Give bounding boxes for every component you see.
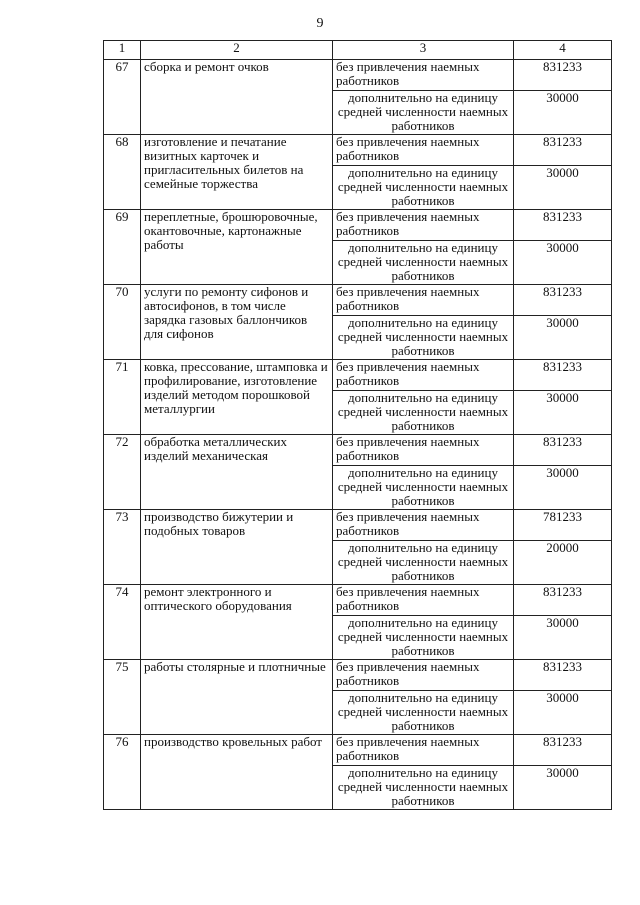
condition-without-employees: без привлечения наемных работников — [333, 735, 514, 766]
condition-without-employees: без привлечения наемных работников — [333, 435, 514, 466]
condition-without-employees: без привлечения наемных работников — [333, 285, 514, 316]
condition-per-employee: дополнительно на единицу средней численности наемных работников — [333, 241, 514, 285]
table-row — [104, 435, 612, 466]
condition-per-employee: дополнительно на единицу средней численности наемных работников — [333, 541, 514, 585]
activity-name: изготовление и печатание визитных карточек и пригласительных билетов на семейные торжества — [141, 135, 333, 210]
table-row — [104, 360, 612, 391]
row-number: 76 — [104, 735, 141, 810]
row-number: 75 — [104, 660, 141, 735]
page-number: 9 — [316, 16, 324, 31]
per-employee-amount: 30000 — [514, 91, 612, 135]
activity-name: переплетные, брошюровочные, окантовочные, картонажные работы — [141, 210, 333, 285]
rates-table — [103, 40, 612, 810]
activity-name: ковка, прессование, штамповка и профилирование, изготовление изделий методом порошковой металлургии — [141, 360, 333, 435]
row-number: 72 — [104, 435, 141, 510]
table-row — [104, 735, 612, 766]
per-employee-amount: 30000 — [514, 466, 612, 510]
base-amount: 831233 — [514, 360, 612, 391]
condition-without-employees: без привлечения наемных работников — [333, 660, 514, 691]
condition-per-employee: дополнительно на единицу средней численности наемных работников — [333, 166, 514, 210]
activity-name: услуги по ремонту сифонов и автосифонов, в том числе зарядка газовых баллончиков для сифонов — [141, 285, 333, 360]
row-number: 70 — [104, 285, 141, 360]
base-amount: 831233 — [514, 135, 612, 166]
condition-without-employees: без привлечения наемных работников — [333, 60, 514, 91]
per-employee-amount: 20000 — [514, 541, 612, 585]
table-row — [104, 60, 612, 91]
per-employee-amount: 30000 — [514, 691, 612, 735]
condition-without-employees: без привлечения наемных работников — [333, 135, 514, 166]
table-row — [104, 660, 612, 691]
base-amount: 831233 — [514, 660, 612, 691]
base-amount: 831233 — [514, 585, 612, 616]
base-amount: 831233 — [514, 735, 612, 766]
activity-name: работы столярные и плотничные — [141, 660, 333, 735]
per-employee-amount: 30000 — [514, 241, 612, 285]
table-row — [104, 285, 612, 316]
base-amount: 831233 — [514, 435, 612, 466]
header-row — [104, 41, 612, 60]
base-amount: 781233 — [514, 510, 612, 541]
table-row — [104, 135, 612, 166]
condition-without-employees: без привлечения наемных работников — [333, 360, 514, 391]
activity-name: ремонт электронного и оптического оборудования — [141, 585, 333, 660]
header-col-2: 2 — [141, 41, 333, 60]
activity-name: обработка металлических изделий механическая — [141, 435, 333, 510]
base-amount: 831233 — [514, 60, 612, 91]
row-number: 69 — [104, 210, 141, 285]
per-employee-amount: 30000 — [514, 391, 612, 435]
row-number: 68 — [104, 135, 141, 210]
per-employee-amount: 30000 — [514, 616, 612, 660]
table-row — [104, 585, 612, 616]
row-number: 74 — [104, 585, 141, 660]
condition-per-employee: дополнительно на единицу средней численности наемных работников — [333, 391, 514, 435]
condition-per-employee: дополнительно на единицу средней численности наемных работников — [333, 316, 514, 360]
row-number: 71 — [104, 360, 141, 435]
table-row — [104, 210, 612, 241]
row-number: 67 — [104, 60, 141, 135]
header-col-3: 3 — [333, 41, 514, 60]
condition-per-employee: дополнительно на единицу средней численности наемных работников — [333, 616, 514, 660]
condition-without-employees: без привлечения наемных работников — [333, 585, 514, 616]
condition-without-employees: без привлечения наемных работников — [333, 210, 514, 241]
base-amount: 831233 — [514, 210, 612, 241]
table-row — [104, 510, 612, 541]
condition-per-employee: дополнительно на единицу средней численности наемных работников — [333, 691, 514, 735]
base-amount: 831233 — [514, 285, 612, 316]
per-employee-amount: 30000 — [514, 316, 612, 360]
row-number: 73 — [104, 510, 141, 585]
per-employee-amount: 30000 — [514, 766, 612, 810]
condition-per-employee: дополнительно на единицу средней численности наемных работников — [333, 766, 514, 810]
condition-per-employee: дополнительно на единицу средней численности наемных работников — [333, 91, 514, 135]
activity-name: сборка и ремонт очков — [141, 60, 333, 135]
condition-per-employee: дополнительно на единицу средней численности наемных работников — [333, 466, 514, 510]
activity-name: производство бижутерии и подобных товаров — [141, 510, 333, 585]
header-col-1: 1 — [104, 41, 141, 60]
table-body — [104, 60, 612, 810]
activity-name: производство кровельных работ — [141, 735, 333, 810]
per-employee-amount: 30000 — [514, 166, 612, 210]
header-col-4: 4 — [514, 41, 612, 60]
condition-without-employees: без привлечения наемных работников — [333, 510, 514, 541]
